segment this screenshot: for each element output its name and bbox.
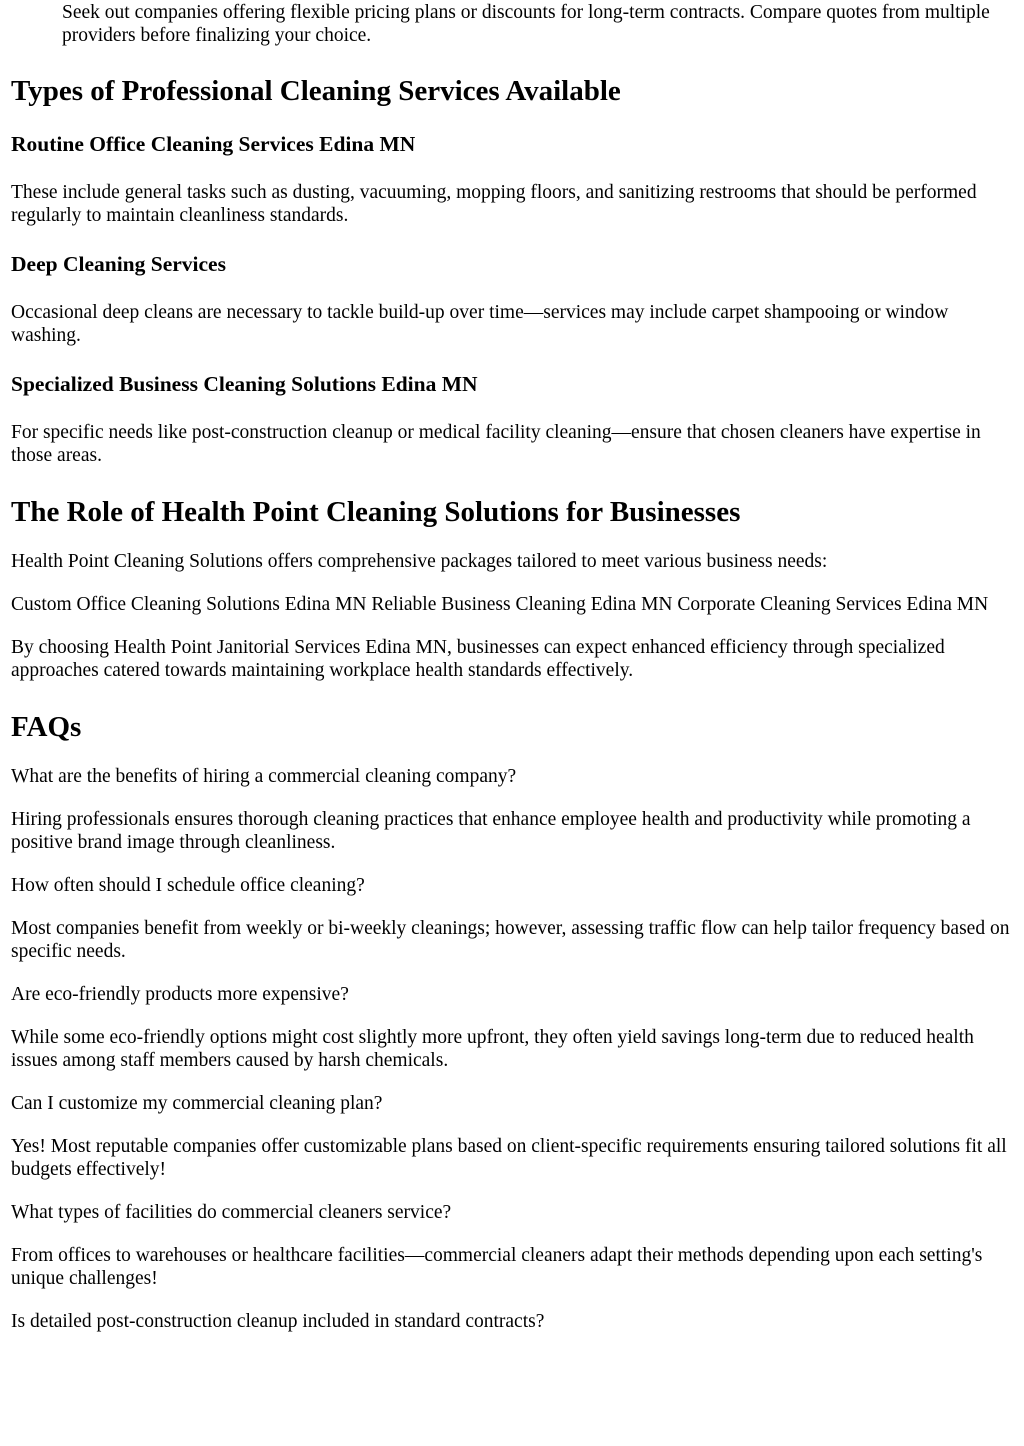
routine-cleaning-heading: Routine Office Cleaning Services Edina MN bbox=[11, 132, 416, 156]
deep-cleaning-heading: Deep Cleaning Services bbox=[11, 252, 226, 276]
role-section-closing: By choosing Health Point Janitorial Services Edina MN, businesses can expect enhanced efficiency through specialized approaches catered towards maintaining workplace health standards effectively. bbox=[11, 637, 945, 681]
faq-answer: Hiring professionals ensures thorough cleaning practices that enhance employee health and productivity while promoting a positive brand image through cleanliness. bbox=[11, 809, 971, 853]
specialized-cleaning-heading: Specialized Business Cleaning Solutions Edina MN bbox=[11, 372, 478, 396]
faq-question: How often should I schedule office cleaning? bbox=[11, 875, 365, 896]
faq-answer: From offices to warehouses or healthcare facilities—commercial cleaners adapt their methods depending upon each setting's unique challenges! bbox=[11, 1245, 983, 1289]
faq-answer: Most companies benefit from weekly or bi-weekly cleanings; however, assessing traffic flow can help tailor frequency based on specific needs. bbox=[11, 918, 1010, 962]
role-section-intro: Health Point Cleaning Solutions offers comprehensive packages tailored to meet various business needs: bbox=[11, 551, 828, 572]
faq-question: What types of facilities do commercial cleaners service? bbox=[11, 1202, 452, 1223]
faq-question: Can I customize my commercial cleaning plan? bbox=[11, 1093, 383, 1114]
intro-continuation-text: Seek out companies offering flexible pricing plans or discounts for long-term contracts. Compare quotes from multiple providers before finalizing your choice. bbox=[62, 2, 990, 46]
faqs-title: FAQs bbox=[11, 711, 82, 743]
faq-answer: While some eco-friendly options might cost slightly more upfront, they often yield savings long-term due to reduced health issues among staff members caused by harsh chemicals. bbox=[11, 1027, 974, 1071]
deep-cleaning-text: Occasional deep cleans are necessary to tackle build-up over time—services may include carpet shampooing or window washing. bbox=[11, 302, 949, 346]
faq-answer: Yes! Most reputable companies offer customizable plans based on client-specific requirements ensuring tailored solutions fit all budgets effectively! bbox=[11, 1136, 1007, 1180]
role-section-title: The Role of Health Point Cleaning Solutions for Businesses bbox=[11, 496, 741, 528]
role-section-services-line: Custom Office Cleaning Solutions Edina MN Reliable Business Cleaning Edina MN Corporate Cleaning Services Edina MN bbox=[11, 594, 989, 615]
faq-question: Is detailed post-construction cleanup included in standard contracts? bbox=[11, 1311, 545, 1332]
routine-cleaning-text: These include general tasks such as dusting, vacuuming, mopping floors, and sanitizing restrooms that should be performed regularly to maintain cleanliness standards. bbox=[11, 182, 977, 226]
faq-question: What are the benefits of hiring a commercial cleaning company? bbox=[11, 766, 517, 787]
faq-question: Are eco-friendly products more expensive? bbox=[11, 984, 349, 1005]
specialized-cleaning-text: For specific needs like post-construction cleanup or medical facility cleaning—ensure that chosen cleaners have expertise in those areas. bbox=[11, 422, 981, 466]
article-body bbox=[11, 0, 1015, 1333]
types-section-title: Types of Professional Cleaning Services Available bbox=[11, 75, 621, 107]
